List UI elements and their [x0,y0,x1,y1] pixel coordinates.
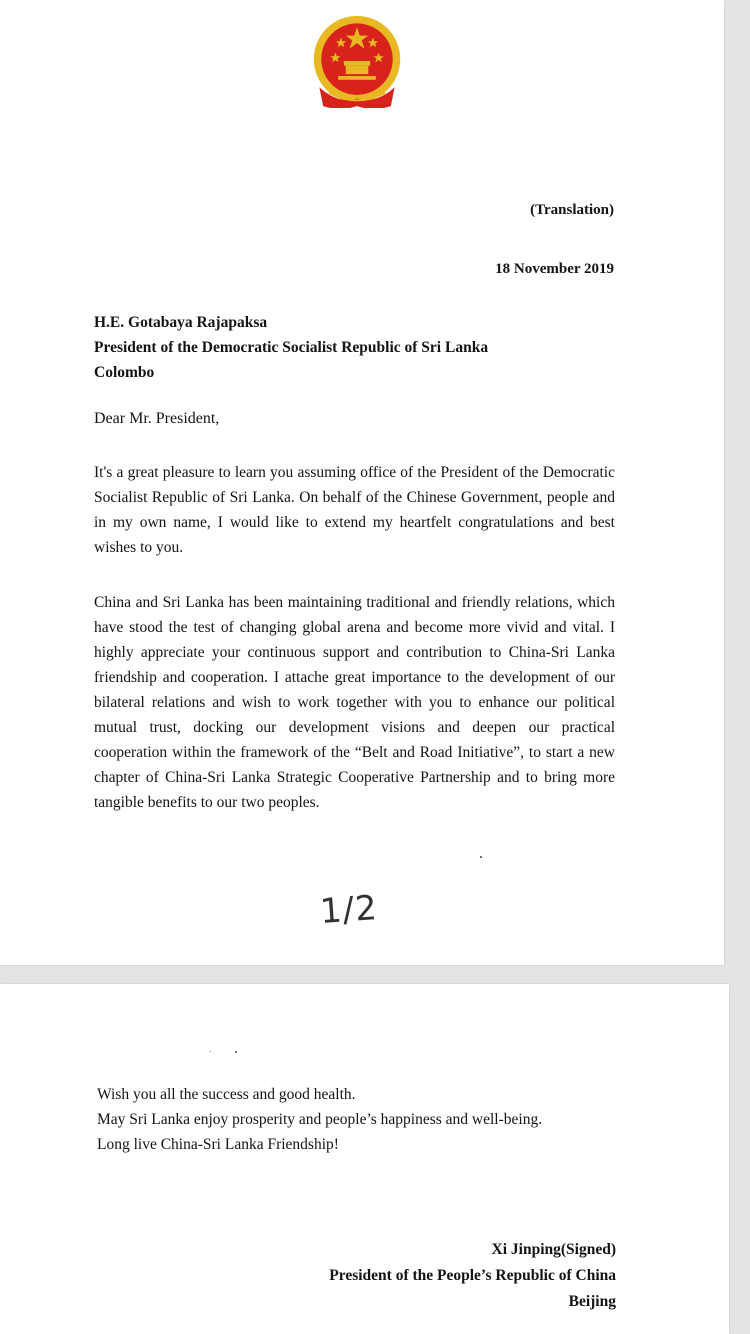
addressee-name: H.E. Gotabaya Rajapaksa [94,314,268,331]
closing-line-3: Long live China-Sri Lanka Friendship! [97,1136,339,1153]
addressee-block [94,310,488,385]
addressee-title: President of the Democratic Socialist Republic of Sri Lanka [94,339,489,356]
closing-line-1: Wish you all the success and good health. [97,1086,356,1103]
salutation: Dear Mr. President, [94,410,220,427]
paper-speck [480,856,482,858]
body-paragraph-2: China and Sri Lanka has been maintaining traditional and friendly relations, which have stood the test of changing global arena and become more vivid and vital. I highly appreciate your continuous support and contribution to China-Sri Lanka friendship and cooperation. I attache great importance to the development of our bilateral relations and wish to work together with you to enhance our political mutual trust, docking our development visions and deepen our practical cooperation within the framework of the “Belt and Road Initiative”, to start a new chapter of China-Sri Lanka Strategic Cooperative Partnership and to bring more tangible benefits to our two peoples. [94,594,615,811]
translation-marking: (Translation) [530,202,614,218]
signature-block [329,1237,616,1315]
closing-line-2: May Sri Lanka enjoy prosperity and people’s happiness and well-being. [97,1111,543,1128]
national-emblem-icon [310,14,404,108]
signatory-city: Beijing [568,1293,616,1310]
body-paragraph-1: It's a great pleasure to learn you assuming office of the President of the Democratic Socialist Republic of Sri Lanka. On behalf of the Chinese Government, people and in my own name, I would like to extend my heartfelt congratulations and best wishes to you. [94,464,615,556]
closing-block [97,1082,542,1157]
addressee-city: Colombo [94,364,155,381]
signatory-name: Xi Jinping(Signed) [491,1241,616,1258]
signatory-title: President of the People’s Republic of China [329,1267,616,1284]
letter-date: 18 November 2019 [495,261,614,277]
paper-speck [235,1051,237,1053]
page-number-handwritten: 1/2 [318,888,380,932]
paper-speck [210,1051,211,1052]
